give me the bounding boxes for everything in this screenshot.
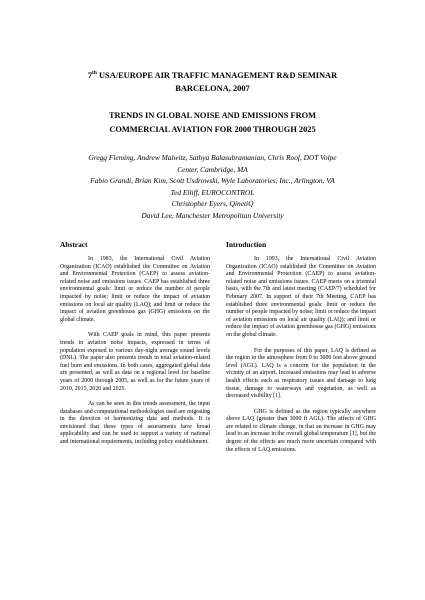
introduction-heading: Introduction xyxy=(226,240,267,249)
author-line-6: David Lee, Manchester Metropolitan University xyxy=(141,210,284,220)
author-line-5: Christopher Eyers, QinetiQ xyxy=(171,199,254,209)
author-line-4: Ted Elliff, EUROCONTROL xyxy=(170,187,255,197)
title-line-1: TRENDS IN GLOBAL NOISE AND EMISSIONS FROM xyxy=(108,111,317,120)
seminar-line-2: BARCELONA, 2007 xyxy=(175,84,250,93)
seminar-line-1: 7th USA/EUROPE AIR TRAFFIC MANAGEMENT R&D SEMINAR xyxy=(87,70,338,80)
abstract-paragraph-2: With CAEP goals in mind, this paper presents trends in aviation noise impacts, expressed in terms of population exposed to various day-night average sound levels (DNL). The paper also presents trends in total aviation-related fuel burn and emissions. In both cases, aggregated global data are presented, as well as data on a regional level for baseline years of 2000 through 2005, as well as for the future years of 2010, 2015, 2020 and 2025. xyxy=(60,332,210,392)
introduction-paragraph-2: For the purposes of this paper, LAQ is defined as the region in the atmosphere from 0 to 3000 feet above ground level (AGL). LAQ is a concern for the population in the vicinity of an airport. Increased emissions may lead to adverse health effects such as respiratory issues and damage to lung tissue, damage to waterways and vegetation, as well as decreased visibility [1]. xyxy=(226,347,376,400)
seminar-header xyxy=(40,69,385,95)
introduction-paragraph-3: GHG is defined as the region typically anywhere above LAQ (greater than 3000 ft AGL). The affects of GHG are related to climate change, in that an increase in GHG may lead to an increase in the overall global temperature [1], but the degree of the effects are much more uncertain compared with the effects of LAQ emissions. xyxy=(226,408,376,453)
abstract-column xyxy=(60,240,210,447)
author-block xyxy=(40,152,385,222)
abstract-paragraph-1: In 1983, the International Civil Aviation Organization (ICAO) established the Committee on Aviation and Environmental Protection (CAEP) to assess aviation-related noise and emissions issues. CAEP has established three environmental goals: limit or reduce the number of people impacted by noise; limit or reduce the impact of aviation emissions on local air quality (LAQ); and limit or reduce the impact of aviation greenhouse gas (GHG) emissions on the global climate. xyxy=(60,256,210,323)
title-line-2: COMMERCIAL AVIATION FOR 2000 THROUGH 2025 xyxy=(109,125,316,134)
author-line-3: Fabio Grandi, Brian Kim, Scott Usdrowski, Wyle Laboratories, Inc., Arlington, VA xyxy=(90,176,335,186)
abstract-body xyxy=(60,256,210,447)
introduction-body xyxy=(226,256,376,454)
author-line-2: Center, Cambridge, MA xyxy=(177,164,248,174)
abstract-heading: Abstract xyxy=(60,240,88,249)
author-line-1: Gregg Fleming, Andrew Malwitz, Sathya Balasubramanian, Chris Roof, DOT Volpe xyxy=(88,153,337,162)
paper-title xyxy=(30,109,395,137)
introduction-paragraph-1: In 1993, the International Civil Aviation Organization (ICAO) established the Committee on Aviation and Environmental Protection (CAEP) to assess aviation-related noise and emissions issues. CAEP meets on a triennial basis, with the 7th and latest meeting (CAEP/7) scheduled for February 2007. In support of their 7th Meeting, CAEP has established three environmental goals: limit or reduce the number of people impacted by noise; limit or reduce the impact of aviation emissions on local air quality (LAQ); and limit or reduce the impact of aviation greenhouse gas (GHG) emissions on the global climate. xyxy=(226,256,376,338)
introduction-column xyxy=(226,240,376,454)
abstract-paragraph-3: As can be seen in this trends assessment, the input databases and computational methodologies used are migrating in the direction of harmonizing data and methods. It is envisioned that these types of assessments have broad applicability and can be used to support a variety of national and international requirements, including policy establishment. xyxy=(60,401,210,446)
